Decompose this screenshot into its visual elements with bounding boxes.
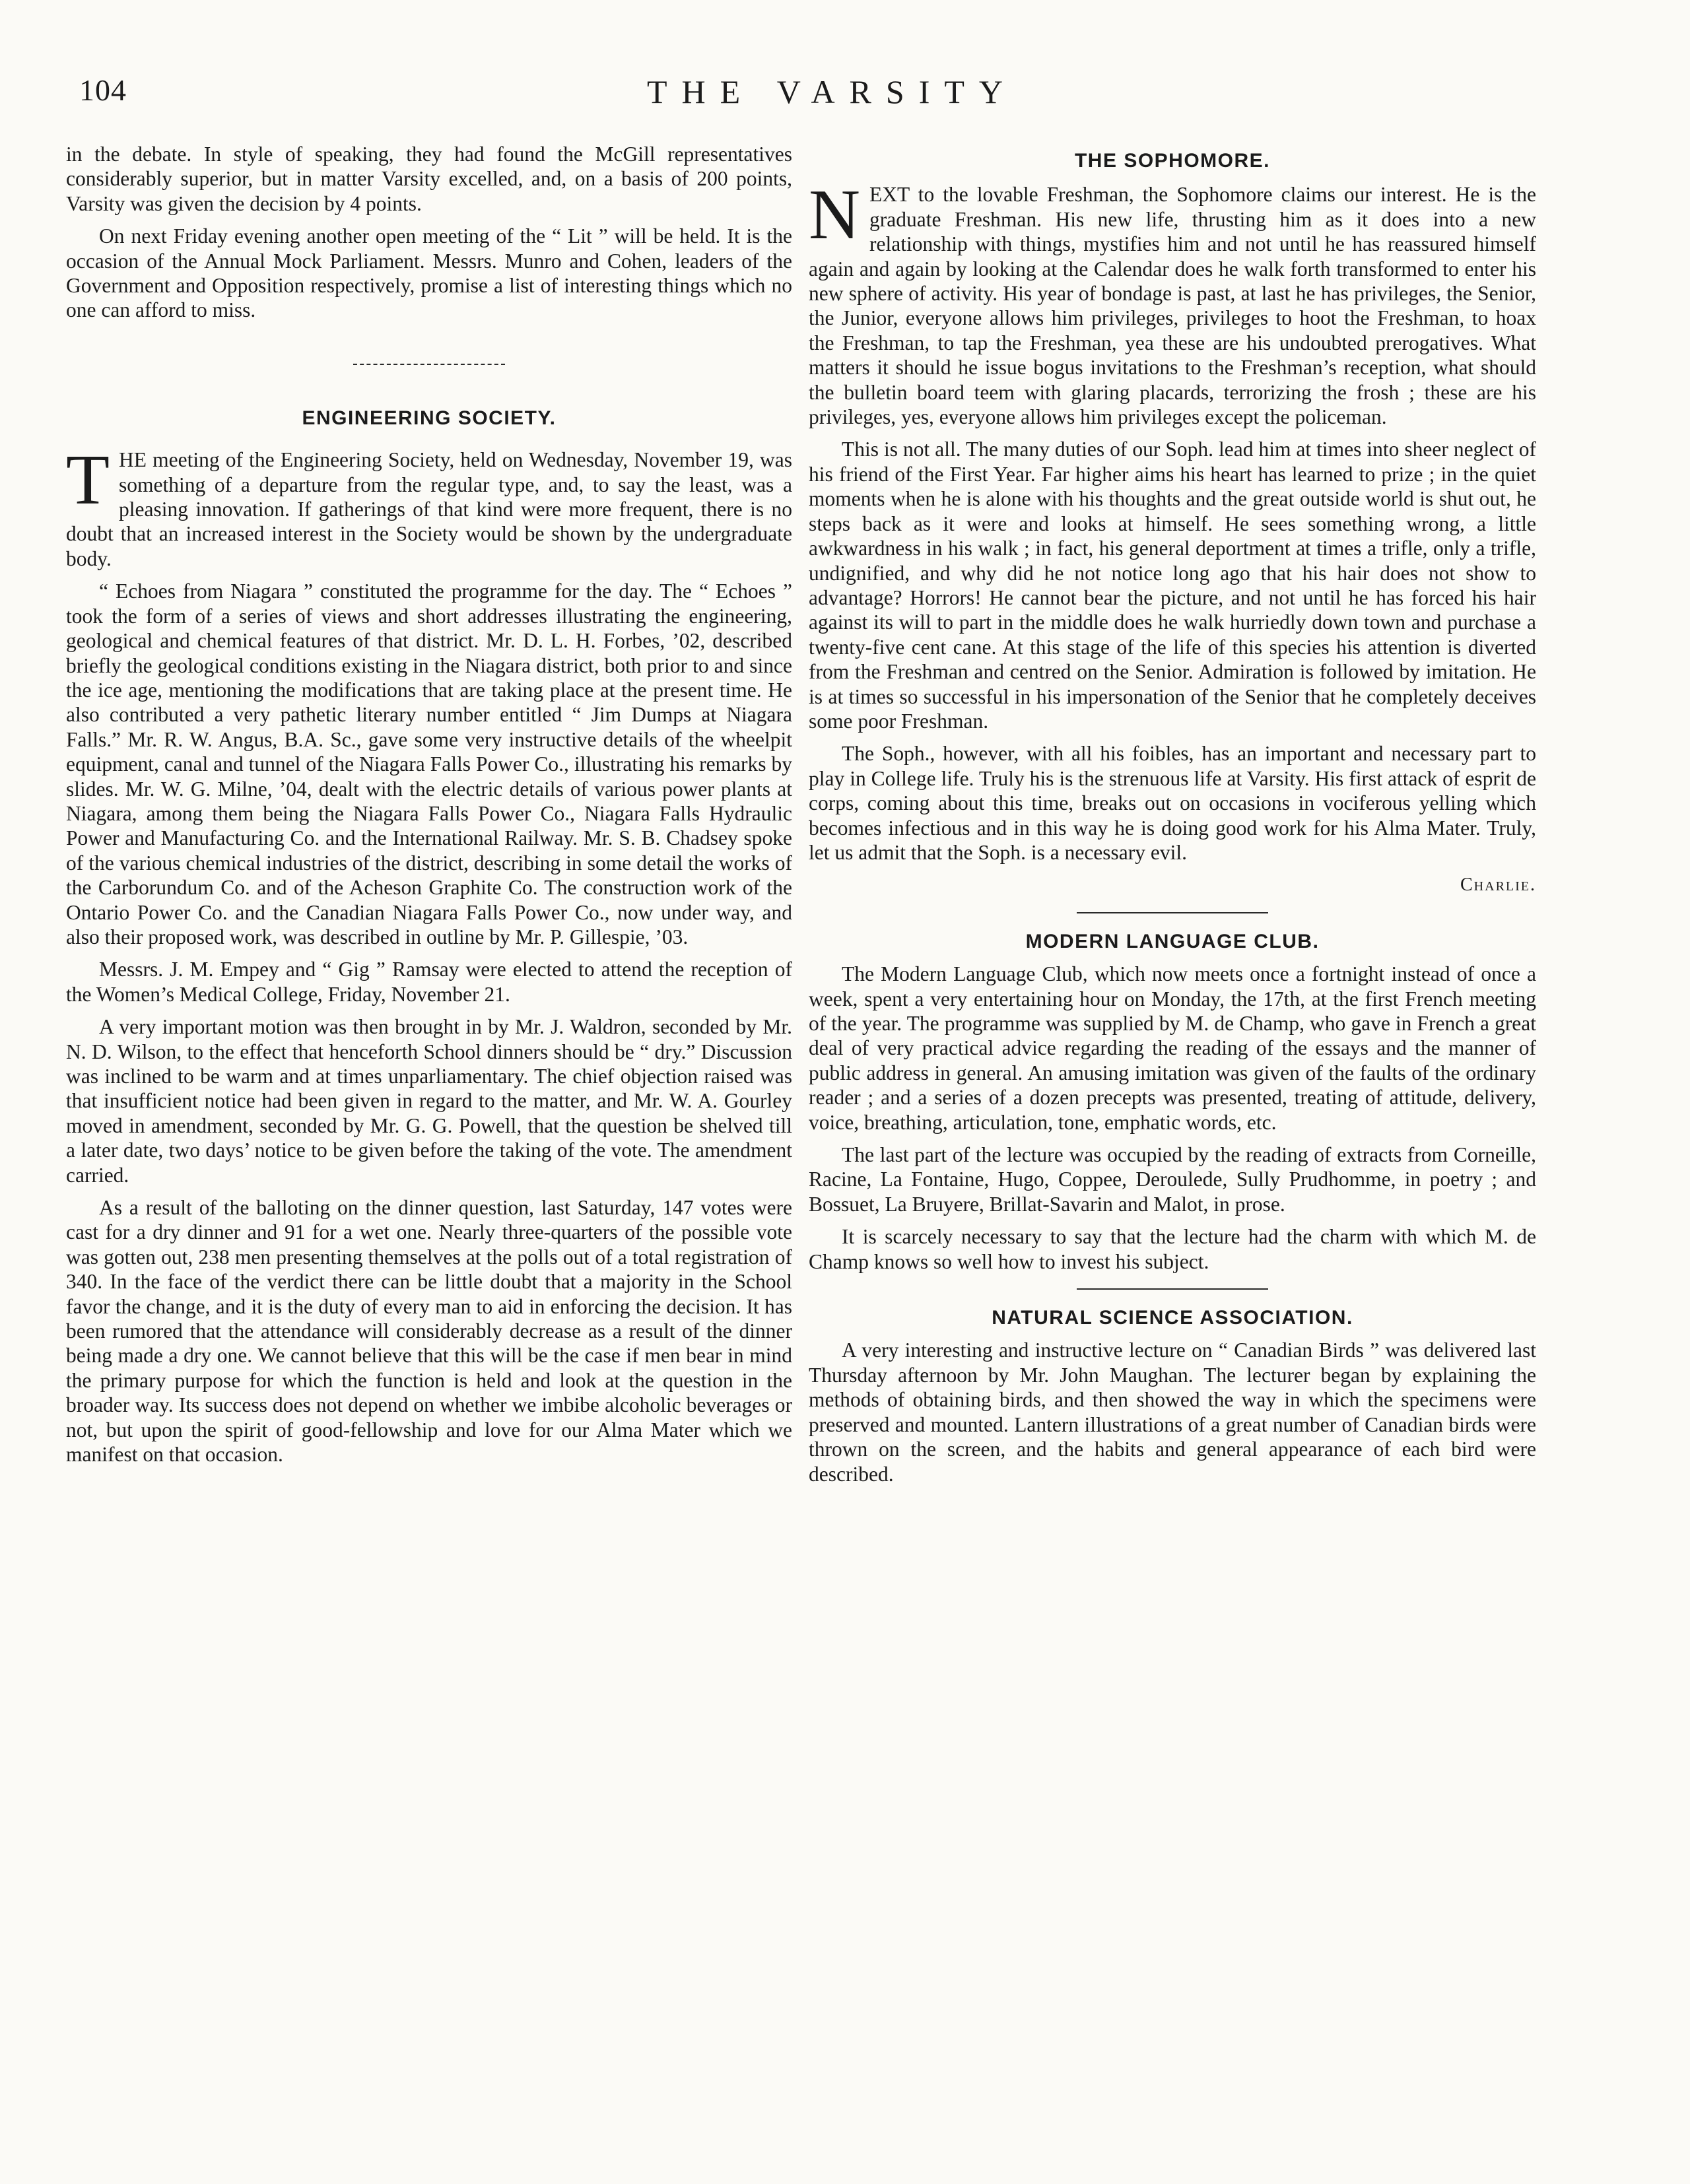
engineering-society-heading: ENGINEERING SOCIETY. xyxy=(302,407,557,429)
drop-cap: N xyxy=(809,176,860,255)
modern-language-section xyxy=(809,929,1536,1274)
modern-language-paragraph-2: The last part of the lecture was occupied by the reading of extracts from Corneille, Racine, La Fontaine, Hugo, Coppee, Deroulede, Sully Prudhomme, in poetry ; and Bossuet, La Bruyere, Brillat-Savarin and Malot, in prose. xyxy=(809,1143,1536,1216)
modern-language-heading: MODERN LANGUAGE CLUB. xyxy=(1025,930,1320,952)
debate-paragraph: in the debate. In style of speaking, they had found the McGill representatives considerably superior, but in matter Varsity excelled, and, on a basis of 200 points, Varsity was given the decision by 4 points. xyxy=(66,143,792,215)
journal-title: THE VARSITY xyxy=(647,73,1018,110)
author-signature: Charlie. xyxy=(1460,875,1536,896)
natural-science-paragraph-1: A very interesting and instructive lecture on “ Canadian Birds ” was delivered last Thursday afternoon by Mr. John Maughan. The lecturer began by explaining the methods of obtaining birds, and then showed the way in which the specimens were preserved and mounted. Lantern illustrations of a great number of Canadian birds were thrown on the screen, and the habits and general appearance of each bird were described. xyxy=(809,1339,1536,1486)
modern-language-paragraph-1: The Modern Language Club, which now meets once a fortnight instead of once a week, spent a very entertaining hour on Monday, the 17th, at the first French meeting of the year. The programme was supplied by M. de Champ, who gave in French a great deal of very practical advice regarding the reading of the essays and the manner of public address in general. An amusing imitation was given of the faults of the ordinary reader ; and a series of a dozen precepts was presented, treating of attitude, delivery, voice, breathing, articulation, tone, emphatic words, etc. xyxy=(809,962,1536,1134)
sophomore-paragraph-1: NEXT to the lovable Freshman, the Sophomore claims our interest. He is the graduate Freshman. His new life, thrusting him as it does into a new relationship with things, mystifies him and not until he has reassured himself again and again by looking at the Calendar does he walk forth transformed to enter his new sphere of activity. His year of bondage is past, at last he has privileges, the Senior, the Junior, everyone allows him privileges, privileges to hoot the Freshman, to hoax the Freshman, to tap the Freshman, yea these are his undoubted prerogatives. What matters it should he issue bogus invitations to the Freshman’s reception, what should the bulletin board teem with glaring placards, terrorizing the frosh ; these are his privileges, yes, everyone allows him privileges except the policeman. xyxy=(809,176,1536,429)
engineering-paragraph-2: “ Echoes from Niagara ” constituted the programme for the day. The “ Echoes ” took the form of a series of views and short addresses illustrating the engineering, geological and chemical features of that district. Mr. D. L. H. Forbes, ’02, described briefly the geological conditions existing in the Niagara district, both prior to and since the ice age, mentioning the modifications that are taking place at the present time. He also contributed a very pathetic literary number entitled “ Jim Dumps at Niagara Falls.” Mr. R. W. Angus, B.A. Sc., gave some very instructive details of the wheelpit equipment, canal and tunnel of the Niagara Falls Power Co., illustrating his remarks by slides. Mr. W. G. Milne, ’04, dealt with the electric details of various power plants at Niagara, among them being the Niagara Falls Power Co., Niagara Falls Hydraulic Power and Manufacturing Co. and the International Railway. Mr. S. B. Chadsey spoke of the various chemical industries of the district, describing in some detail the works of the Carborundum Co. and of the Acheson Graphite Co. The construction work of the Ontario Power Co. and the Canadian Niagara Falls Power Co., now under way, and also their proposed work, was described in outline by Mr. P. Gillespie, ’03. xyxy=(66,579,792,948)
page-number: 104 xyxy=(79,73,127,107)
drop-cap: T xyxy=(66,441,110,520)
sophomore-heading: THE SOPHOMORE. xyxy=(1074,150,1271,172)
sophomore-paragraph-3: The Soph., however, with all his foibles, has an important and necessary part to play in College life. Truly his is the strenuous life at Varsity. His first attack of esprit de corps, coming about this time, breaks out on occasions in vociferous yelling which becomes infectious and in this way he is doing good work for his Alma Mater. Truly, let us admit that the Soph. is a necessary evil. xyxy=(809,742,1536,864)
engineering-society-section xyxy=(66,406,792,1467)
engineering-paragraph-4: A very important motion was then brought in by Mr. J. Waldron, seconded by Mr. N. D. Wilson, to the effect that henceforth School dinners should be “ dry.” Discussion was inclined to be warm and at times unparliamentary. The chief objection raised was that insufficient notice had been given in regard to the matter, and Mr. W. A. Gourley moved in amendment, seconded by Mr. G. G. Powell, that the question be shelved till a later date, two days’ notice to be given before the taking of the vote. The amendment carried. xyxy=(66,1015,792,1187)
left-column xyxy=(66,142,792,1467)
natural-science-section xyxy=(809,1306,1536,1486)
modern-language-paragraph-3: It is scarcely necessary to say that the lecture had the charm with which M. de Champ knows so well how to invest his subject. xyxy=(809,1225,1536,1273)
engineering-paragraph-5: As a result of the balloting on the dinner question, last Saturday, 147 votes were cast for a dry dinner and 91 for a wet one. Nearly three-quarters of the possible vote was gotten out, 238 men presenting themselves at the polls out of a total registration of 340. In the face of the verdict there can be little doubt that a majority in the School favor the change, and it is the duty of every man to aid in enforcing the decision. It has been rumored that the attendance will considerably decrease as a result of the dinner being made a dry one. We cannot believe that this will be the case if men bear in mind the primary purpose for which the function is held and look at the question in the broader way. Its success does not depend on whether we imbibe alcoholic beverages or not, but upon the spirit of good-fellowship and love for our Alma Mater which we manifest on that occasion. xyxy=(66,1196,792,1467)
natural-science-heading: NATURAL SCIENCE ASSOCIATION. xyxy=(992,1307,1353,1329)
lit-meeting-paragraph: On next Friday evening another open meeting of the “ Lit ” will be held. It is the occasion of the Annual Mock Parliament. Messrs. Munro and Cohen, leaders of the Government and Opposition respectively, promise a list of interesting things which no one can afford to miss. xyxy=(66,224,792,322)
right-column xyxy=(809,149,1536,1486)
page-header xyxy=(79,69,1532,121)
sophomore-section xyxy=(809,149,1536,898)
engineering-paragraph-1: THE meeting of the Engineering Society, held on Wednesday, November 19, was something of a departure from the regular type, and, to say the least, was a pleasing innovation. If gatherings of that kind were more frequent, there is no doubt that an increased interest in the Society would be shown by the undergraduate body. xyxy=(66,441,792,570)
engineering-paragraph-3: Messrs. J. M. Empey and “ Gig ” Ramsay were elected to attend the reception of the Women’s Medical College, Friday, November 21. xyxy=(66,958,792,1006)
sophomore-paragraph-2: This is not all. The many duties of our Soph. lead him at times into sheer neglect of his friend of the First Year. Far higher aims his heart has learned to prize ; in the quiet moments when he is alone with his thoughts and the great outside world is shut out, he steps back as it were and looks at himself. He sees something wrong, a little awkwardness in his walk ; in fact, his general deportment at times a trifle, only a trifle, undignified, and why did he not notice long ago that his hair does not show to advantage? Horrors! He cannot bear the picture, and not until he has forced his hair against its will to part in the middle does he walk hurriedly down town and purchase a twenty-five cent cane. At this stage of the life of this species his attention is diverted from the Freshman and centred on the Senior. Admiration is followed by imitation. He is at times so successful in his impersonation of the Senior that he completely deceives some poor Freshman. xyxy=(809,438,1536,733)
